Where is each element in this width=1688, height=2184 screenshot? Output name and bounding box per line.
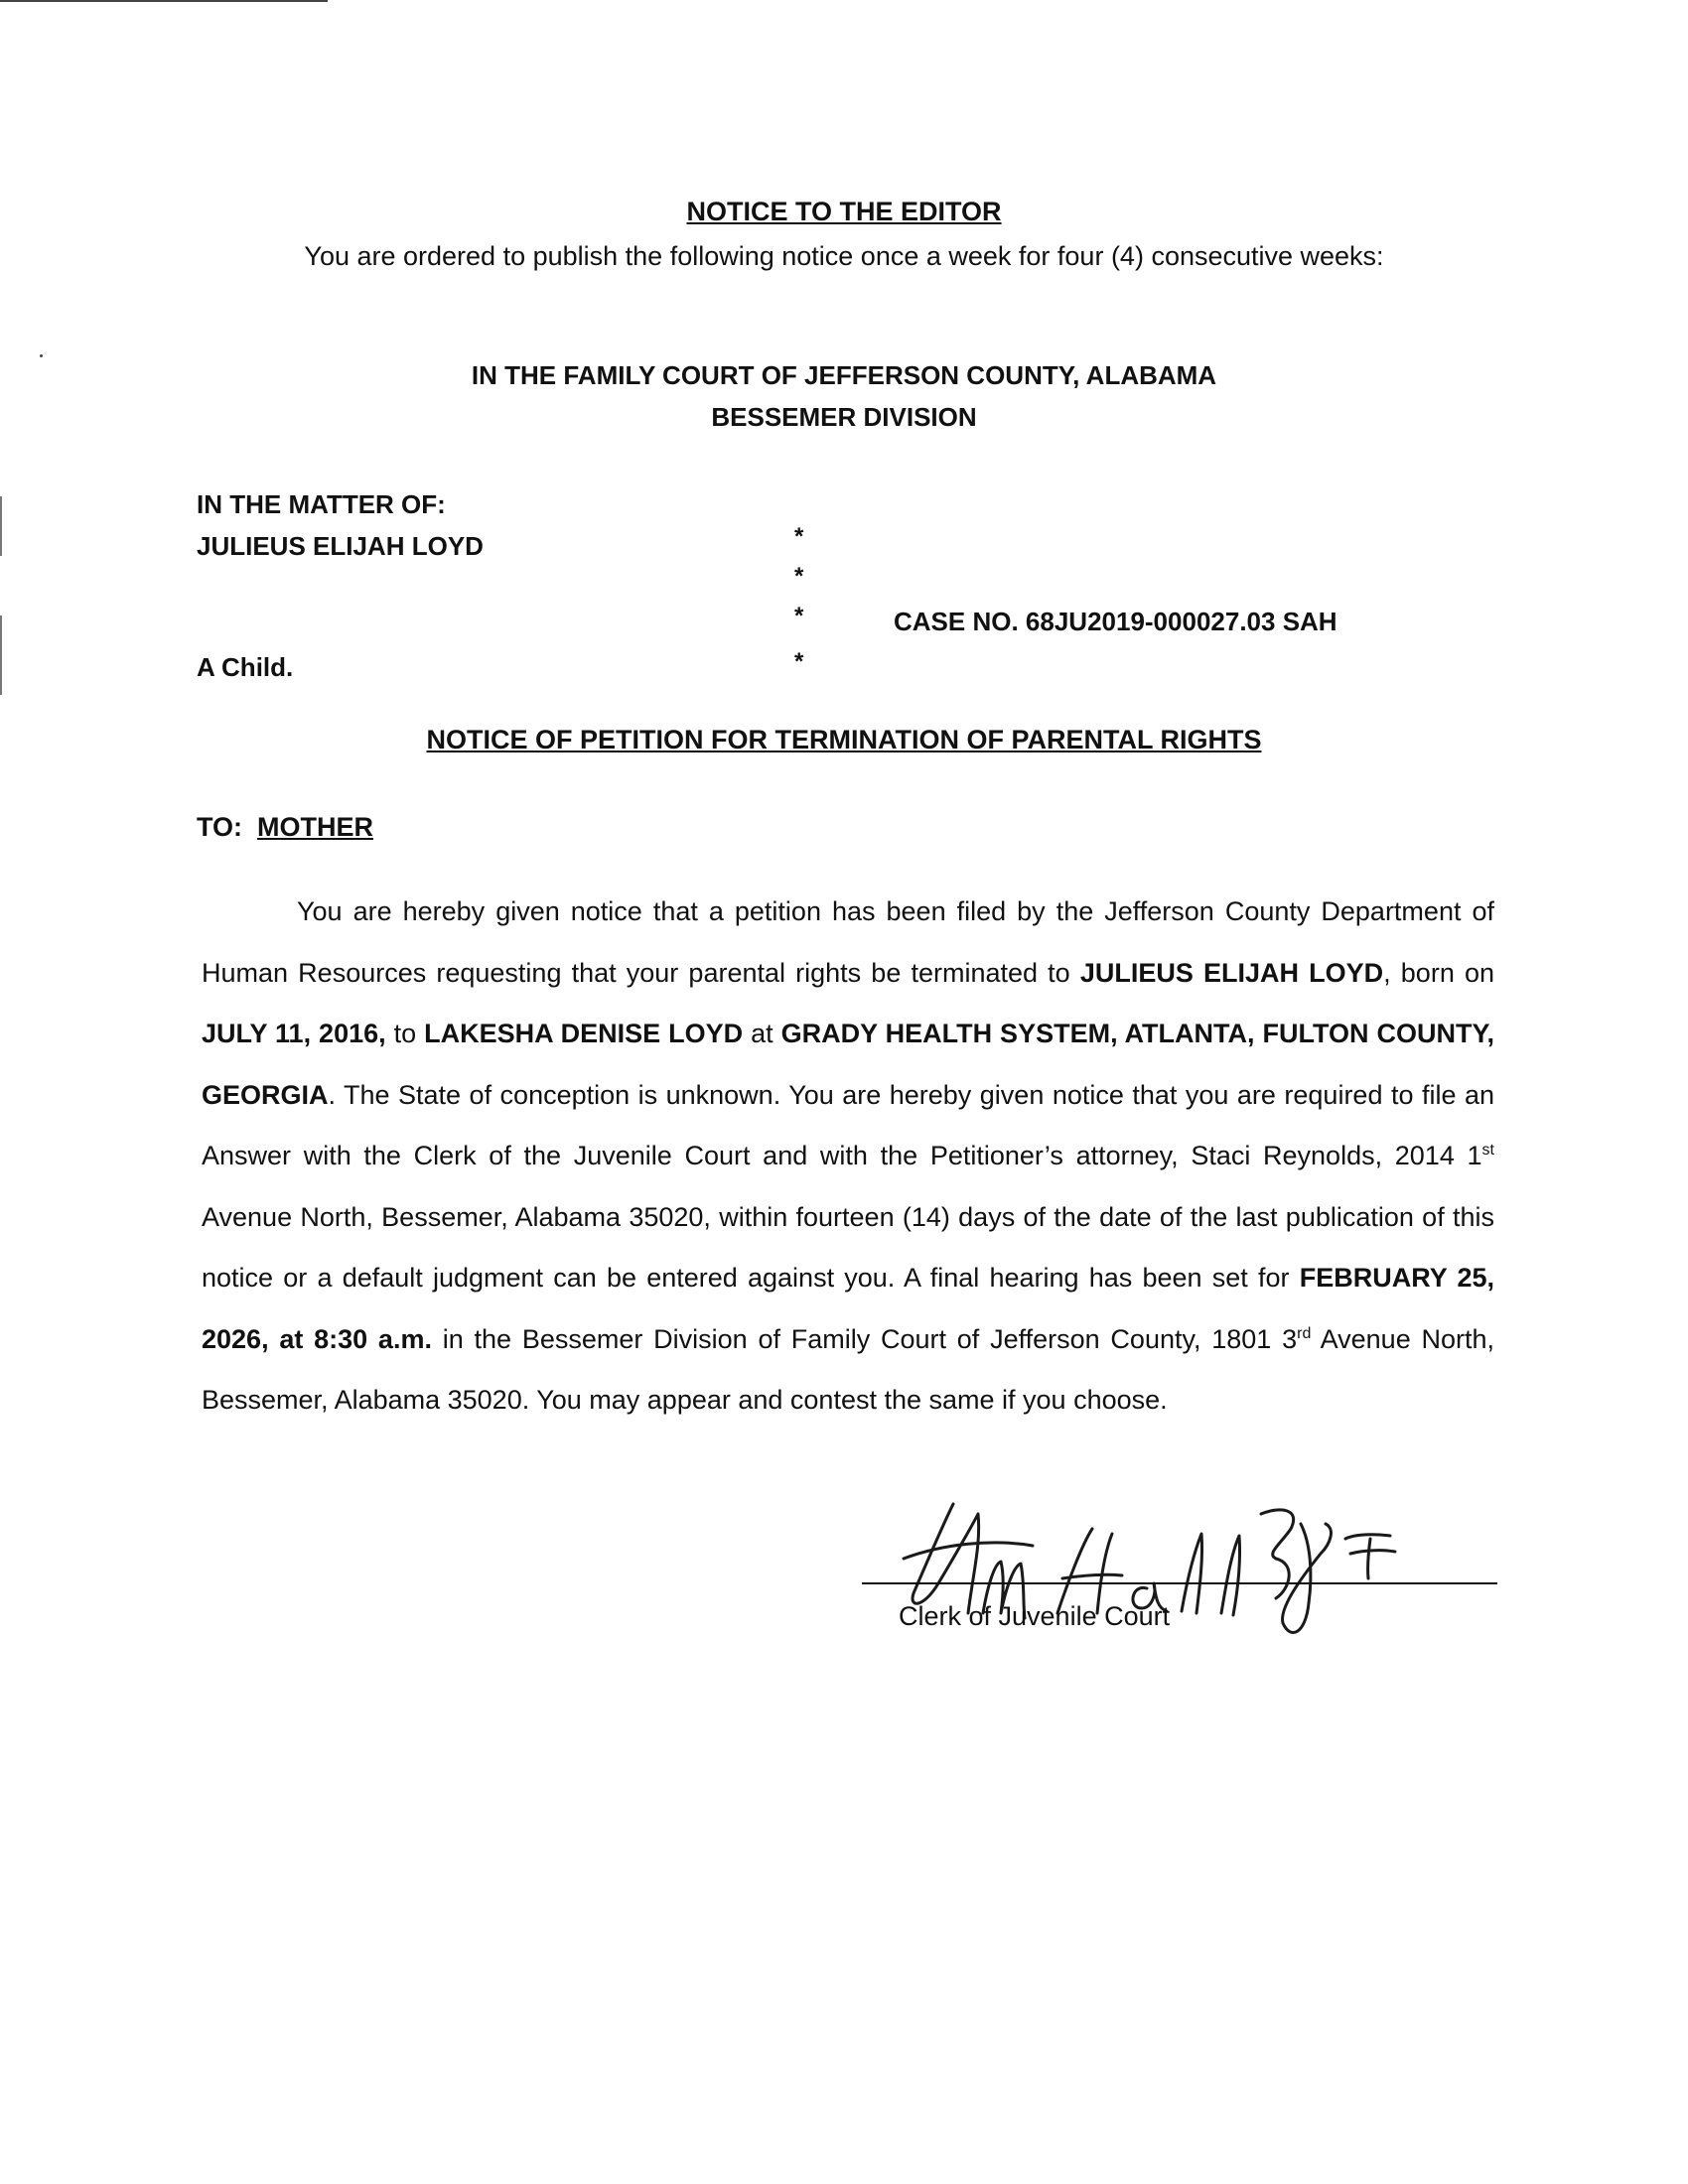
signature-label: Clerk of Juvenile Court (899, 1601, 1171, 1631)
recipient-line (197, 812, 373, 843)
body-text: in the Bessemer Division of Family Court of Jefferson County, 1801 3 (431, 1323, 1298, 1354)
caption-child-name: JULIEUS ELIJAH LOYD (197, 531, 484, 561)
ordinal-suffix: st (1481, 1142, 1494, 1159)
scan-edge-mark (0, 615, 2, 695)
body-text: . The State of conception is unknown. You are hereby given notice that you are required to file an Answer with the Clerk of the Juvenile Court and with the Petitioner’s attorney, Staci Reynolds, 2014 1 (202, 1079, 1494, 1170)
scan-speck (40, 354, 43, 357)
notice-body (202, 882, 1494, 1432)
body-text: , born on (1383, 957, 1495, 988)
body-text: Avenue North, Bessemer, Alabama 35020, within fourteen (14) days of the date of the last publication of this notice or a default judgment can be entered against you. A final hearing has been set for (202, 1201, 1494, 1293)
caption-separator: * (794, 563, 804, 590)
editor-notice-title: NOTICE TO THE EDITOR (686, 197, 1002, 226)
caption-separator: * (794, 523, 804, 550)
recipient: MOTHER (257, 812, 374, 842)
court-name: IN THE FAMILY COURT OF JEFFERSON COUNTY, ALABAMA (471, 360, 1217, 390)
ordinal-suffix: rd (1297, 1324, 1312, 1342)
body-text: at (743, 1019, 781, 1048)
editor-instruction: You are ordered to publish the following notice once a week for four (4) consecutive weeks: (304, 241, 1384, 271)
caption-separator: * (794, 603, 804, 629)
caption-separator: * (794, 648, 804, 675)
hearing-date: FEBRUARY 25, 2026, at 8:30 a.m. (202, 1263, 1494, 1354)
case-number: CASE NO. 68JU2019-000027.03 SAH (894, 607, 1337, 636)
birth-date: JULY 11, 2016, (202, 1019, 386, 1048)
child-name: JULIEUS ELIJAH LOYD (1079, 957, 1384, 988)
petition-title: NOTICE OF PETITION FOR TERMINATION OF PARENTAL RIGHTS (426, 725, 1262, 754)
court-division: BESSEMER DIVISION (711, 402, 977, 432)
to-label: TO: (197, 812, 242, 842)
matter-label: IN THE MATTER OF: (197, 489, 446, 519)
birth-place: GRADY HEALTH SYSTEM, ATLANTA, FULTON COUNTY, GEORGIA (202, 1019, 1494, 1110)
child-designation: A Child. (197, 652, 294, 682)
scan-edge-line (0, 0, 328, 2)
scan-edge-mark (0, 496, 2, 556)
body-text: Avenue North, Bessemer, Alabama 35020. You may appear and contest the same if you choose. (202, 1323, 1495, 1415)
body-text: to (385, 1019, 425, 1048)
mother-name: LAKESHA DENISE LOYD (424, 1019, 744, 1048)
body-text: You are hereby given notice that a petition has been filed by the Jefferson County Department of Human Resources requesting that your parental rights be terminated to (202, 896, 1494, 988)
signature-line (862, 1582, 1497, 1584)
